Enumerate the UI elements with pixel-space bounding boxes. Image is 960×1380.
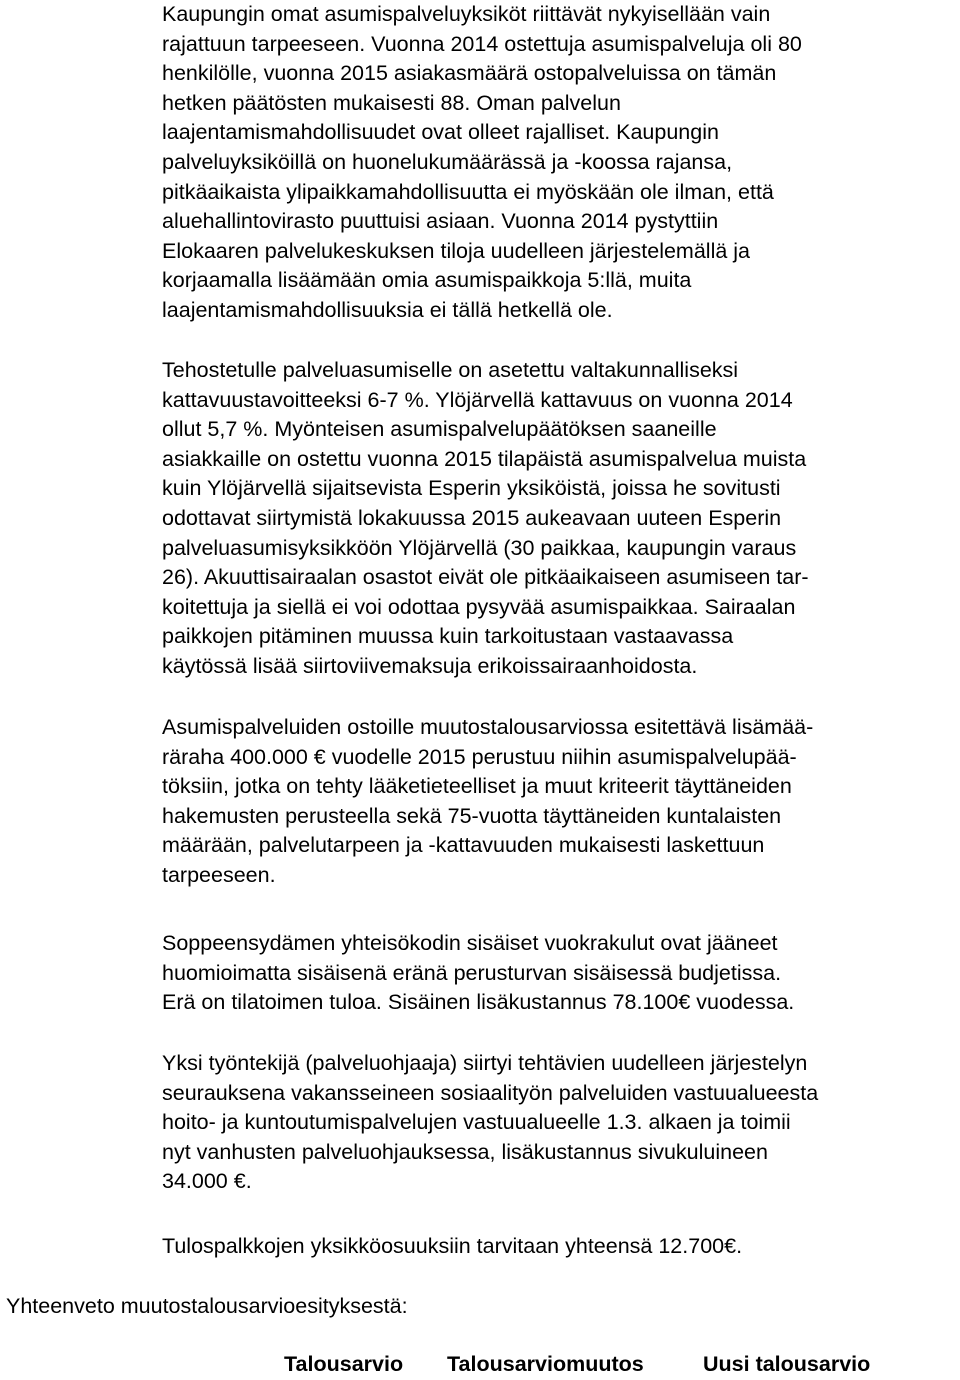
budget-table-header: [0, 1350, 960, 1380]
column-header-new-budget: Uusi talousarvio: [703, 1352, 871, 1376]
summary-heading: Yhteenveto muutostalousarvioesityksestä:: [6, 1294, 408, 1318]
text-line: käytössä lisää siirtoviivemaksuja erikoissairaanhoidosta.: [162, 653, 698, 678]
text-line: henkilölle, vuonna 2015 asiakasmäärä ostopalveluissa on tämän: [162, 61, 777, 86]
text-line: laajentamismahdollisuudet ovat olleet rajalliset. Kaupungin: [162, 120, 719, 145]
paragraph-performance-bonus: [162, 1232, 957, 1262]
text-line: Kaupungin omat asumispalveluyksiköt riittävät nykyisellään vain: [162, 2, 771, 26]
text-line: Asumispalveluiden ostoille muutostalousarviossa esitettävä lisämää-: [162, 715, 814, 739]
text-line: nyt vanhusten palveluohjauksessa, lisäkustannus sivukuluineen: [162, 1139, 768, 1164]
text-line: määrään, palvelutarpeen ja -kattavuuden mukaisesti laskettuun: [162, 833, 765, 858]
text-line: hakemusten perusteella sekä 75-vuotta täyttäneiden kuntalaisten: [162, 803, 782, 828]
text-line: seurauksena vakansseineen sosiaalityön palveluiden vastuualueesta: [162, 1080, 819, 1105]
text-line: töksiin, jotka on tehty lääketieteelliset ja muut kriteerit täyttäneiden: [162, 774, 792, 799]
text-line: 34.000 €.: [162, 1169, 252, 1194]
text-line: laajentamismahdollisuuksia ei tällä hetkellä ole.: [162, 297, 613, 322]
text-line: paikkojen pitäminen muussa kuin tarkoitustaan vastaavassa: [162, 624, 734, 649]
text-line: huomioimatta sisäisenä eränä perusturvan sisäisessä budjetissa.: [162, 960, 782, 985]
column-header-budget: Talousarvio: [284, 1352, 404, 1376]
text-line: asiakkaille on ostettu vuonna 2015 tilapäistä asumispalvelua muista: [162, 446, 807, 471]
text-line: räraha 400.000 € vuodelle 2015 perustuu niihin asumispalvelupää-: [162, 744, 797, 769]
paragraph-staff-transfer: [162, 1049, 957, 1197]
text-line: kattavuustavoitteeksi 6-7 %. Ylöjärvellä kattavuus on vuonna 2014: [162, 387, 793, 412]
column-header-budget-change: Talousarviomuutos: [447, 1352, 644, 1376]
text-line: korjaamalla lisäämään omia asumispaikkoja 5:llä, muita: [162, 268, 692, 293]
text-line: hoito- ja kuntoutumispalvelujen vastuualueelle 1.3. alkaen ja toimii: [162, 1110, 791, 1135]
text-line: Soppeensydämen yhteisökodin sisäiset vuokrakulut ovat jääneet: [162, 931, 778, 955]
text-line: 26). Akuuttisairaalan osastot eivät ole pitkäaikaiseen asumiseen tar-: [162, 565, 809, 590]
text-line: Elokaaren palvelukeskuksen tiloja uudelleen järjestelemällä ja: [162, 238, 751, 263]
text-line: Erä on tilatoimen tuloa. Sisäinen lisäkustannus 78.100€ vuodessa.: [162, 990, 795, 1015]
paragraph-coverage-target: [162, 356, 957, 682]
text-line: odottavat siirtymistä lokakuussa 2015 aukeavaan uuteen Esperin: [162, 505, 782, 530]
text-line: rajattuun tarpeeseen. Vuonna 2014 ostettuja asumispalveluja oli 80: [162, 31, 802, 56]
text-line: ollut 5,7 %. Myönteisen asumispalvelupäätöksen saaneille: [162, 417, 717, 442]
text-line: koitettuja ja siellä ei voi odottaa pysyvää asumispaikkaa. Sairaalan: [162, 594, 796, 619]
text-line: kuin Ylöjärvellä sijaitsevista Esperin yksiköistä, joissa he sovitusti: [162, 476, 781, 501]
paragraph-additional-appropriation: [162, 713, 957, 891]
text-line: pitkäaikaista ylipaikkamahdollisuutta ei myöskään ole ilman, että: [162, 179, 774, 204]
paragraph-internal-rent: [162, 929, 957, 1018]
text-line: Tulospalkkojen yksikköosuuksiin tarvitaan yhteensä 12.700€.: [162, 1234, 743, 1258]
text-line: palveluasumisyksikköön Ylöjärvellä (30 paikkaa, kaupungin varaus: [162, 535, 797, 560]
text-line: Tehostetulle palveluasumiselle on asetettu valtakunnalliseksi: [162, 358, 739, 382]
text-line: aluehallintovirasto puuttuisi asiaan. Vuonna 2014 pystyttiin: [162, 209, 719, 234]
text-line: palveluyksiköillä on huonelukumäärässä ja -koossa rajansa,: [162, 149, 733, 174]
text-line: hetken päätösten mukaisesti 88. Oman palvelun: [162, 90, 621, 115]
paragraph-housing-services: [162, 0, 957, 326]
text-line: Yksi työntekijä (palveluohjaaja) siirtyi tehtävien uudelleen järjestelyn: [162, 1051, 808, 1075]
text-line: tarpeeseen.: [162, 862, 276, 887]
